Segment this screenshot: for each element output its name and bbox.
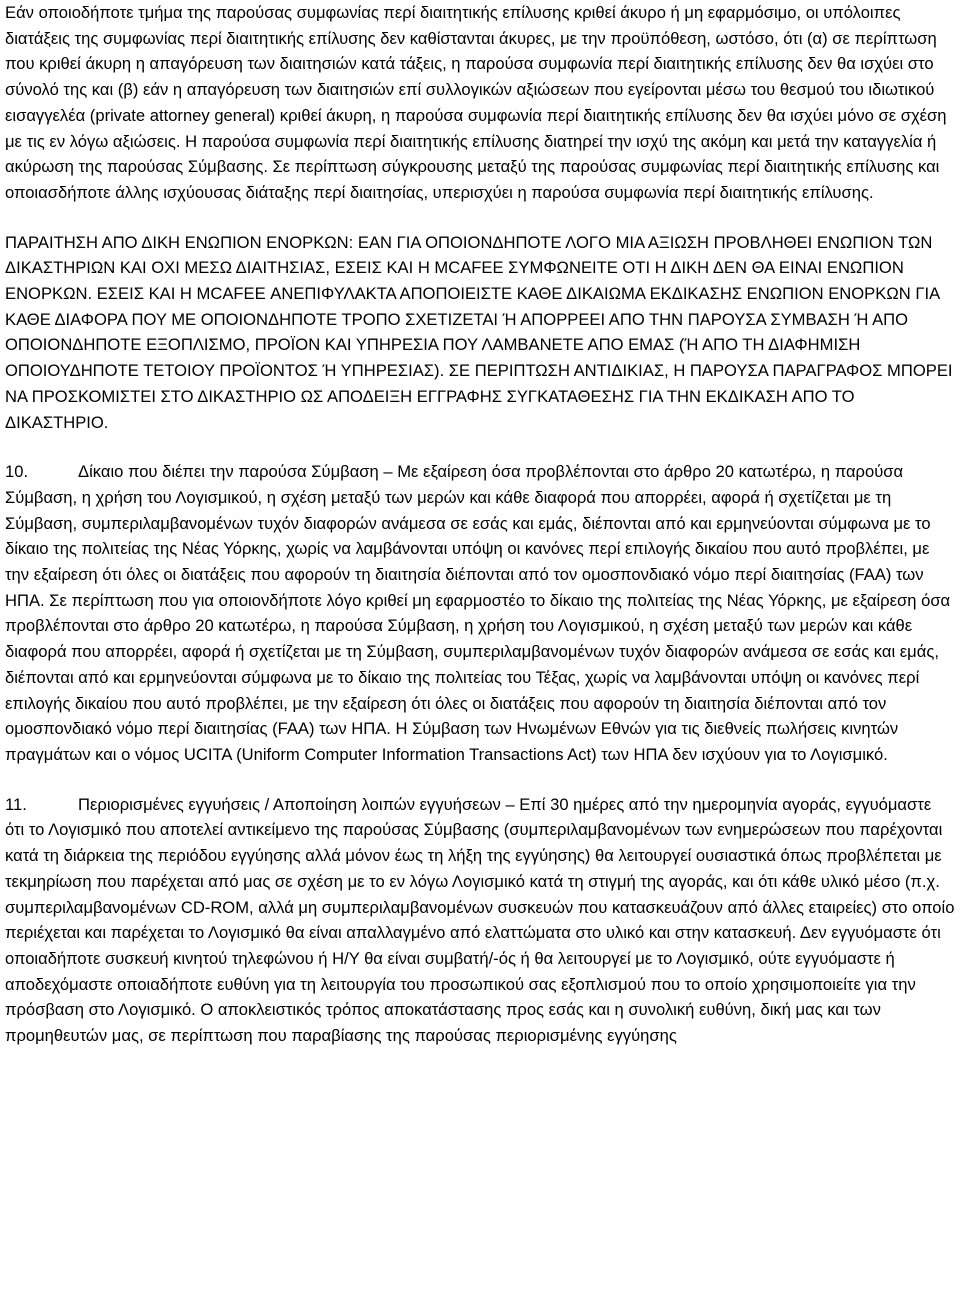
section-10-governing-law: [5, 459, 955, 767]
section-heading: Περιορισμένες εγγυήσεις / Αποποίηση λοιπών εγγυήσεων: [78, 794, 501, 814]
paragraph-text: Εάν οποιοδήποτε τμήμα της παρούσας συμφωνίας περί διαιτητικής επίλυσης κριθεί άκυρο ή μη εφαρμόσιμο, οι υπόλοιπες διατάξεις της συμφωνίας περί διαιτητικής επίλυσης δεν καθίστανται άκυρες, με την προϋπόθεση, ωστόσο, ότι (α) σε περίπτωση που κριθεί άκυρη η απαγόρευση των διαιτησιών κατά τάξεις, η παρούσα συμφωνία περί διαιτητικής επίλυσης δεν θα ισχύει στο σύνολό της και (β) εάν η απαγόρευση των διαιτησιών επί συλλογικών αξιώσεων που εγείρονται μέσω του θεσμού του ιδιωτικού εισαγγελέα (private attorney general) κριθεί άκυρη, η παρούσα συμφωνία περί διαιτητικής επίλυσης δεν θα ισχύει μόνο σε σχέση με τις εν λόγω αξιώσεις. Η παρούσα συμφωνία περί διαιτητικής επίλυσης διατηρεί την ισχύ της ακόμη και μετά την καταγγελία ή ακύρωση της παρούσας Σύμβασης. Σε περίπτωση σύγκρουσης μεταξύ της παρούσας συμφωνίας περί διαιτητικής επίλυσης και οποιασδήποτε άλλης ισχύουσας διάταξης περί διαιτησίας, υπερισχύει η παρούσα συμφωνία περί διαιτητικής επίλυσης.: [5, 3, 947, 202]
section-number: 11.: [5, 794, 27, 814]
section-heading: Δίκαιο που διέπει την παρούσα Σύμβαση: [78, 462, 379, 482]
section-11-limited-warranties: [5, 792, 955, 1049]
section-text: – Με εξαίρεση όσα προβλέπονται στο άρθρο 20 κατωτέρω, η παρούσα Σύμβαση, η χρήση του Λογισμικού, η σχέση μεταξύ των μερών και κάθε διαφορά που απορρέει, αφορά ή σχετίζεται με τη Σύμβαση, συμπεριλαμβανομένων τυχόν διαφορών ανάμεσα σε εσάς και εμάς, διέπονται από και ερμηνεύονται σύμφωνα με το δίκαιο της πολιτείας της Νέας Υόρκης, χωρίς να λαμβάνονται υπόψη οι κανόνες περί επιλογής δικαίου που αυτό προβλέπει, με την εξαίρεση ότι όλες οι διατάξεις που αφορούν τη διαιτησία διέπονται από τον ομοσπονδιακό νόμο περί διαιτησίας (FAA) των ΗΠΑ. Σε περίπτωση που για οποιονδήποτε λόγο κριθεί μη εφαρμοστέο το δίκαιο της πολιτείας της Νέας Υόρκης, με εξαίρεση όσα προβλέπονται στο άρθρο 20 κατωτέρω, η παρούσα Σύμβαση, η χρήση του Λογισμικού, η σχέση μεταξύ των μερών και κάθε διαφορά που απορρέει, αφορά ή σχετίζεται με τη Σύμβαση, συμπεριλαμβανομένων τυχόν διαφορών ανάμεσα σε εσάς και εμάς, διέπονται από και ερμηνεύονται σύμφωνα με το δίκαιο της πολιτείας του Τέξας, χωρίς να λαμβάνονται υπόψη οι κανόνες περί επιλογής δικαίου που αυτό προβλέπει, με την εξαίρεση ότι όλες οι διατάξεις που αφορούν τη διαιτησία διέπονται από τον ομοσπονδιακό νόμο περί διαιτησίας (FAA) των ΗΠΑ. Η Σύμβαση των Ηνωμένων Εθνών για τις διεθνείς πωλήσεις κινητών πραγμάτων και ο νόμος UCITA (Uniform Computer Information Transactions Act) των ΗΠΑ δεν ισχύουν για το Λογισμικό.: [5, 462, 951, 764]
section-number: 10.: [5, 462, 29, 482]
section-text: – Επί 30 ημέρες από την ημερομηνία αγοράς, εγγυόμαστε ότι το Λογισμικό που αποτελεί αντικείμενο της παρούσας Σύμβασης (συμπεριλαμβανομένων των ενημερώσεων που παρέχονται κατά τη διάρκεια της περιόδου εγγύησης αλλά μόνον έως τη λήξη της εγγύησης) θα λειτουργεί ουσιαστικά όπως προβλέπεται με τεκμηρίωση που παρέχεται από μας σε σχέση με το εν λόγω Λογισμικό κατά τη στιγμή της αγοράς, και ότι κάθε υλικό μέσο (π.χ. συμπεριλαμβανομένων CD-ROM, αλλά μη συμπεριλαμβανομένων συσκευών που κατασκευάζουν από άλλες εταιρείες) στο οποίο περιέχεται και παρέχεται το Λογισμικό θα είναι απαλλαγμένο από ελαττώματα στο υλικό και στην κατασκευή. Δεν εγγυόμαστε ότι οποιαδήποτε συσκευή κινητού τηλεφώνου ή Η/Υ θα είναι συμβατή/-ός ή θα λειτουργεί με το Λογισμικό, ούτε εγγυόμαστε ή αποδεχόμαστε οποιαδήποτε ευθύνη για τη λειτουργία του προσωπικού σας εξοπλισμού που το οποίο χρησιμοποιείτε για την πρόσβαση στο Λογισμικό. Ο αποκλειστικός τρόπος αποκατάστασης προς εσάς και η συνολική ευθύνη, δική μας και των προμηθευτών μας, σε περίπτωση που παραβίασης της παρούσας περιορισμένης εγγύησης: [5, 794, 955, 1046]
paragraph-text: ΠΑΡΑΙΤΗΣΗ ΑΠΟ ΔΙΚΗ ΕΝΩΠΙΟΝ ΕΝΟΡΚΩΝ: ΕΑΝ ΓΙΑ ΟΠΟΙΟΝΔΗΠΟΤΕ ΛΟΓΟ ΜΙΑ ΑΞΙΩΣΗ ΠΡΟΒΛΗΘΕΙ ΕΝΩΠΙΟΝ ΤΩΝ ΔΙΚΑΣΤΗΡΙΩΝ ΚΑΙ ΟΧΙ ΜΕΣΩ ΔΙΑΙΤΗΣΙΑΣ, ΕΣΕΙΣ ΚΑΙ Η MCAFEE ΣΥΜΦΩΝΕΙΤΕ ΟΤΙ Η ΔΙΚΗ ΔΕΝ ΘΑ ΕΙΝΑΙ ΕΝΩΠΙΟΝ ΕΝΟΡΚΩΝ. ΕΣΕΙΣ ΚΑΙ Η MCAFEE ΑΝΕΠΙΦΥΛΑΚΤΑ ΑΠΟΠΟΙΕΙΣΤΕ ΚΑΘΕ ΔΙΚΑΙΩΜΑ ΕΚΔΙΚΑΣΗΣ ΕΝΩΠΙΟΝ ΕΝΟΡΚΩΝ ΓΙΑ ΚΑΘΕ ΔΙΑΦΟΡΑ ΠΟΥ ΜΕ ΟΠΟΙΟΝΔΗΠΟΤΕ ΤΡΟΠΟ ΣΧΕΤΙΖΕΤΑΙ Ή ΑΠΟΡΡΕΕΙ ΑΠΟ ΤΗΝ ΠΑΡΟΥΣΑ ΣΥΜΒΑΣΗ Ή ΑΠΟ ΟΠΟΙΟΝΔΗΠΟΤΕ ΕΞΟΠΛΙΣΜΟ, ΠΡΟΪΟΝ ΚΑΙ ΥΠΗΡΕΣΙΑ ΠΟΥ ΛΑΜΒΑΝΕΤΕ ΑΠΟ ΕΜΑΣ (Ή ΑΠΟ ΤΗ ΔΙΑΦΗΜΙΣΗ ΟΠΟΙΟΥΔΗΠΟΤΕ ΤΕΤΟΙΟΥ ΠΡΟΪΟΝΤΟΣ Ή ΥΠΗΡΕΣΙΑΣ). ΣΕ ΠΕΡΙΠΤΩΣΗ ΑΝΤΙΔΙΚΙΑΣ, Η ΠΑΡΟΥΣΑ ΠΑΡΑΓΡΑΦΟΣ ΜΠΟΡΕΙ ΝΑ ΠΡΟΣΚΟΜΙΣΤΕΙ ΣΤΟ ΔΙΚΑΣΤΗΡΙΟ ΩΣ ΑΠΟΔΕΙΞΗ ΕΓΓΡΑΦΗΣ ΣΥΓΚΑΤΑΘΕΣΗΣ ΓΙΑ ΤΗΝ ΕΚΔΙΚΑΣΗ ΑΠΟ ΤΟ ΔΙΚΑΣΤΗΡΙΟ.: [5, 232, 953, 432]
paragraph-arbitration-severability: [5, 0, 955, 206]
paragraph-jury-trial-waiver: [5, 230, 955, 436]
